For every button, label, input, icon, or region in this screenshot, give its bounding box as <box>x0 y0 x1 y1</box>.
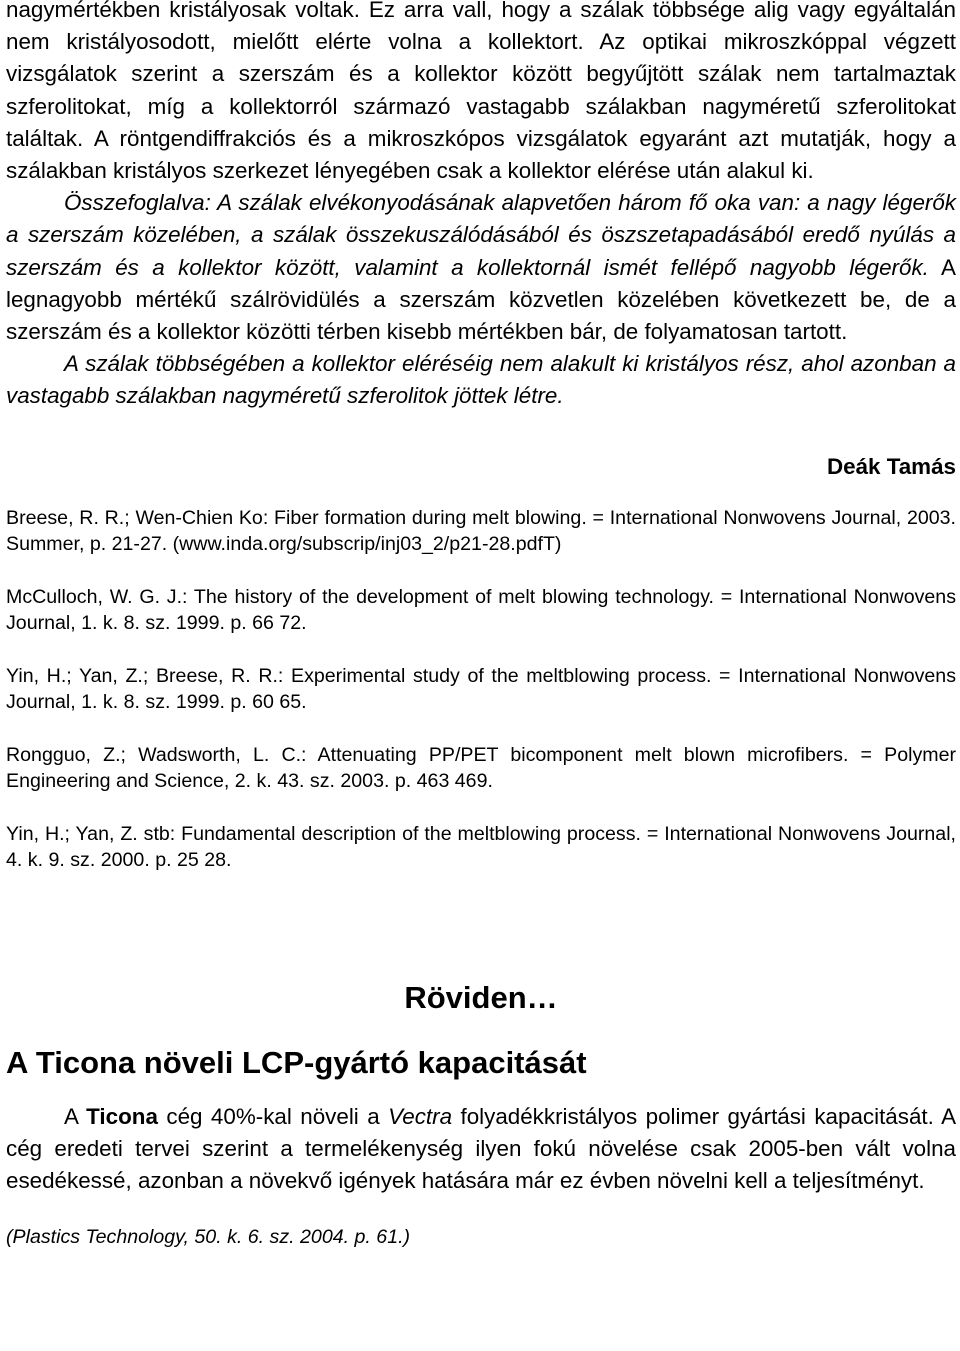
summary-regular-text: A legnagyobb mértékű szálrövidülés a szerszám közvetlen közelében következett be, de a szerszám és a kollektor közötti térben kisebb mértékben bár, de folyamatosan tartott. <box>6 254 956 345</box>
conclusion-italic-text: A szálak többségében a kollektor eléréséig nem alakult ki kristályos rész, ahol azonban a vastagabb szálakban nagyméretű szferolitok jöttek létre. <box>6 351 956 409</box>
reference-item: Yin, H.; Yan, Z.; Breese, R. R.: Experimental study of the meltblowing process. = International Nonwovens Journal, 1. k. 8. sz. 1999. p. 60 65. <box>6 664 956 714</box>
news-paragraph <box>6 1101 956 1198</box>
news-body-mid: cég 40%-kal növeli a <box>157 1103 389 1129</box>
news-company-name: Ticona <box>86 1103 158 1129</box>
reference-item: Yin, H.; Yan, Z. stb: Fundamental description of the meltblowing process. = International Nonwovens Journal, 4. k. 9. sz. 2000. p. 25 28. <box>6 822 956 872</box>
article-paragraph-conclusion <box>6 348 956 412</box>
news-body-rest: folyadékkristályos polimer gyártási kapacitását. A cég eredeti tervei szerint a termelékenység ilyen fokú növelése csak 2005-ben vált volna esedékessé, azonban a növekvő igények hatására már ez évben növelni kell a teljesítményt. <box>6 1103 957 1194</box>
reference-item: McCulloch, W. G. J.: The history of the development of melt blowing technology. = International Nonwovens Journal, 1. k. 8. sz. 1999. p. 66 72. <box>6 585 956 635</box>
document-page <box>6 0 956 1250</box>
summary-italic-text: Összefoglalva: A szálak elvékonyodásának alapvetően három fő oka van: a nagy légerők a szerszám közelében, a szálak összekuszálódásából és öszszetapadásából eredő nyúlás a szerszám és a kollektor között, valamint a kollektornál ismét fellépő nagyobb légerők. <box>6 190 956 280</box>
news-source: (Plastics Technology, 50. k. 6. sz. 2004. p. 61.) <box>6 1225 411 1248</box>
reference-item: Breese, R. R.; Wen-Chien Ko: Fiber formation during melt blowing. = International Nonwovens Journal, 2003. Summer, p. 21-27. (www.inda.org/subscrip/inj03_2/p21-28.pdfT) <box>6 506 956 556</box>
news-headline: A Ticona növeli LCP-gyártó kapacitását <box>6 1044 587 1080</box>
article-paragraph-summary <box>6 187 956 348</box>
news-body-prefix: A <box>64 1103 87 1129</box>
news-product-name: Vectra <box>388 1103 453 1129</box>
reference-item: Rongguo, Z.; Wadsworth, L. C.: Attenuating PP/PET bicomponent melt blown microfibers. = Polymer Engineering and Science, 2. k. 43. sz. 2003. p. 463 469. <box>6 743 956 793</box>
reference-list <box>6 505 956 874</box>
article-paragraph-results-text: nagymértékben kristályosak voltak. Ez arra vall, hogy a szálak többsége alig vagy egyáltalán nem kristályosodott, mielőtt elérte volna a kollektort. Az optikai mikroszkóppal végzett vizsgálatok szerint a szerszám és a kollektor között begyűjtött szálak nem tartalmaztak szferolitokat, míg a kollektorról származó vastagabb szálakban nagyméretű szferolitokat találtak. A röntgendiffrakciós és a mikroszkópos vizsgálatok egyaránt azt mutatják, hogy a szálakban kristályos szerkezet lényegében csak a kollektor elérése után alakul ki. <box>6 0 956 184</box>
article-author: Deák Tamás <box>826 453 956 479</box>
article-paragraph-results <box>6 0 956 187</box>
section-heading: Röviden… <box>404 979 558 1015</box>
